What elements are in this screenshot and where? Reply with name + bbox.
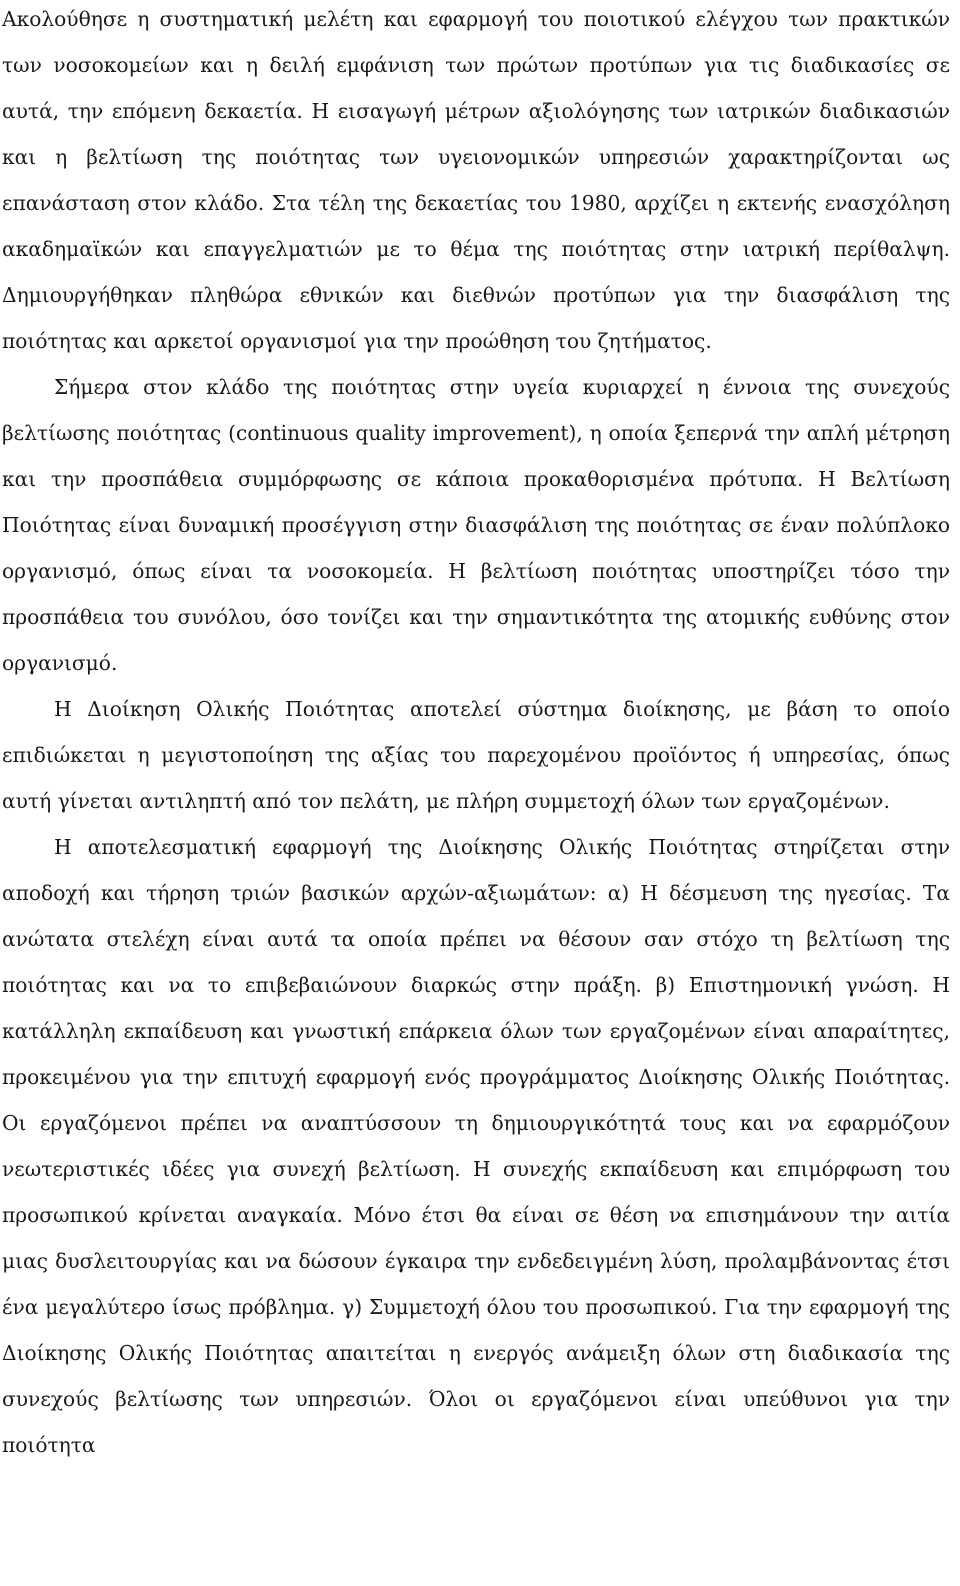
paragraph-4: Η αποτελεσματική εφαρμογή της Διοίκησης Ολικής Ποιότητας στηρίζεται στην αποδοχή και τήρηση τριών βασικών αρχών-αξιωμάτων: α) Η δέσμευση της ηγεσίας. Τα ανώτατα στελέχη είναι αυτά τα οποία πρέπει να θέσουν σαν στόχο τη βελτίωση της ποιότητας και να το επιβεβαιώνουν διαρκώς στην πράξη. β) Επιστημονική γνώση. Η κατάλληλη εκπαίδευση και γνωστική επάρκεια όλων των εργαζομένων είναι απαραίτητες, προκειμένου για την επιτυχή εφαρμογή ενός προγράμματος Διοίκησης Ολικής Ποιότητας. Οι εργαζόμενοι πρέπει να αναπτύσσουν τη δημιουργικότητά τους και να εφαρμόζουν νεωτεριστικές ιδέες για συνεχή βελτίωση. Η συνεχής εκπαίδευση και επιμόρφωση του προσωπικού κρίνεται αναγκαία. Μόνο έτσι θα είναι σε θέση να επισημάνουν την αιτία μιας δυσλειτουργίας και να δώσουν έγκαιρα την ενδεδειγμένη λύση, προλαμβάνοντας έτσι ένα μεγαλύτερο ίσως πρόβλημα. γ) Συμμετοχή όλου του προσωπικού. Για την εφαρμογή της Διοίκησης Ολικής Ποιότητας απαιτείται η ενεργός ανάμειξη όλων στη διαδικασία της συνεχούς βελτίωσης των υπηρεσιών. Όλοι οι εργαζόμενοι είναι υπεύθυνοι για την ποιότητα [2,835,950,1457]
paragraph-3: Η Διοίκηση Ολικής Ποιότητας αποτελεί σύστημα διοίκησης, με βάση το οποίο επιδιώκεται η μεγιστοποίηση της αξίας του παρεχομένου προϊόντος ή υπηρεσίας, όπως αυτή γίνεται αντιληπτή από τον πελάτη, με πλήρη συμμετοχή όλων των εργαζομένων. [2,697,950,813]
paragraph-2: Σήμερα στον κλάδο της ποιότητας στην υγεία κυριαρχεί η έννοια της συνεχούς βελτίωσης ποιότητας (continuous quality improvement), η οποία ξεπερνά την απλή μέτρηση και την προσπάθεια συμμόρφωσης σε κάποια προκαθορισμένα πρότυπα. Η Βελτίωση Ποιότητας είναι δυναμική προσέγγιση στην διασφάλιση της ποιότητας σε έναν πολύπλοκο οργανισμό, όπως είναι τα νοσοκομεία. Η βελτίωση ποιότητας υποστηρίζει τόσο την προσπάθεια του συνόλου, όσο τονίζει και την σημαντικότητα της ατομικής ευθύνης στον οργανισμό. [2,375,950,675]
paragraph-1: Ακολούθησε η συστηματική μελέτη και εφαρμογή του ποιοτικού ελέγχου των πρακτικών των νοσοκομείων και η δειλή εμφάνιση των πρώτων προτύπων για τις διαδικασίες σε αυτά, την επόμενη δεκαετία. Η εισαγωγή μέτρων αξιολόγησης των ιατρικών διαδικασιών και η βελτίωση της ποιότητας των υγειονομικών υπηρεσιών χαρακτηρίζονται ως επανάσταση στον κλάδο. Στα τέλη της δεκαετίας του 1980, αρχίζει η εκτενής ενασχόληση ακαδημαϊκών και επαγγελματιών με το θέμα της ποιότητας στην ιατρική περίθαλψη. Δημιουργήθηκαν πληθώρα εθνικών και διεθνών προτύπων για την διασφάλιση της ποιότητας και αρκετοί οργανισμοί για την προώθηση του ζητήματος. [2,7,950,353]
